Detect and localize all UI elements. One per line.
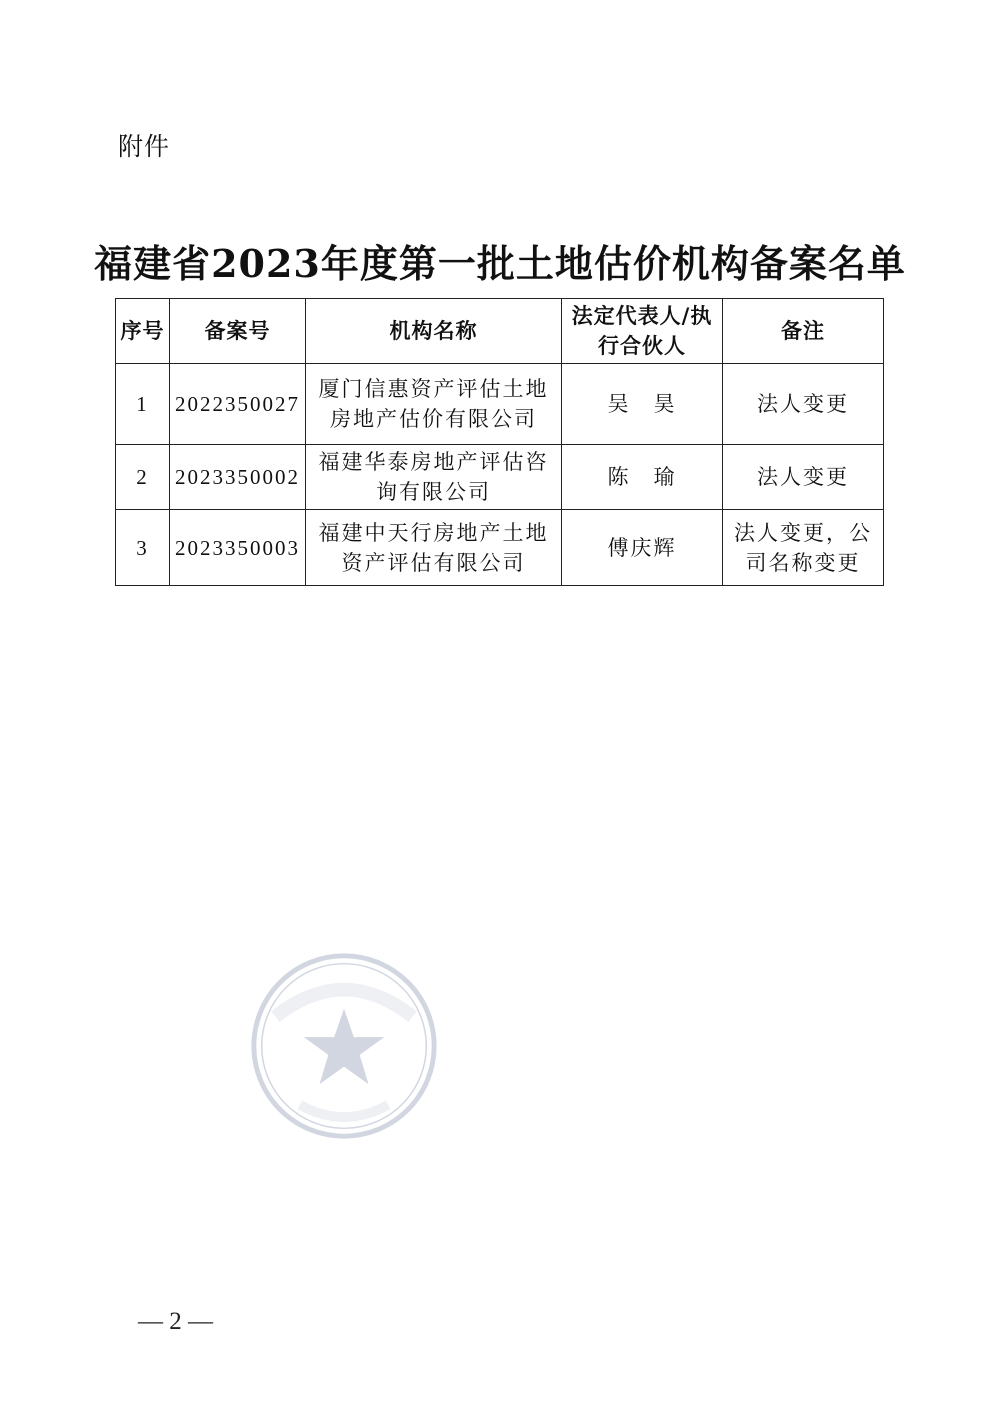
cell-representative: 陈 瑜 — [562, 445, 723, 510]
cell-representative: 吴 昊 — [562, 364, 723, 445]
cell-org-name: 福建中天行房地产土地资产评估有限公司 — [306, 510, 562, 586]
cell-seq: 1 — [116, 364, 170, 445]
header-reg-no: 备案号 — [170, 299, 306, 364]
cell-seq: 3 — [116, 510, 170, 586]
registration-table — [115, 298, 884, 586]
header-seq: 序号 — [116, 299, 170, 364]
table-row — [116, 445, 884, 510]
table-row — [116, 510, 884, 586]
table-header-row — [116, 299, 884, 364]
cell-org-name: 厦门信惠资产评估土地房地产估价有限公司 — [306, 364, 562, 445]
cell-remark: 法人变更 — [723, 364, 884, 445]
header-org-name: 机构名称 — [306, 299, 562, 364]
header-representative: 法定代表人/执行合伙人 — [562, 299, 723, 364]
cell-seq: 2 — [116, 445, 170, 510]
table-row — [116, 364, 884, 445]
page-number: — 2 — — [138, 1308, 213, 1335]
cell-reg-no: 2023350002 — [170, 445, 306, 510]
cell-remark: 法人变更，公司名称变更 — [723, 510, 884, 586]
cell-representative: 傅庆辉 — [562, 510, 723, 586]
attachment-label: 附件 — [118, 132, 171, 161]
official-seal-icon — [246, 948, 442, 1144]
cell-org-name: 福建华泰房地产评估咨询有限公司 — [306, 445, 562, 510]
document-title: 福建省2023年度第一批土地估价机构备案名单 — [94, 241, 906, 286]
cell-reg-no: 2023350003 — [170, 510, 306, 586]
header-remark: 备注 — [723, 299, 884, 364]
cell-remark: 法人变更 — [723, 445, 884, 510]
cell-reg-no: 2022350027 — [170, 364, 306, 445]
